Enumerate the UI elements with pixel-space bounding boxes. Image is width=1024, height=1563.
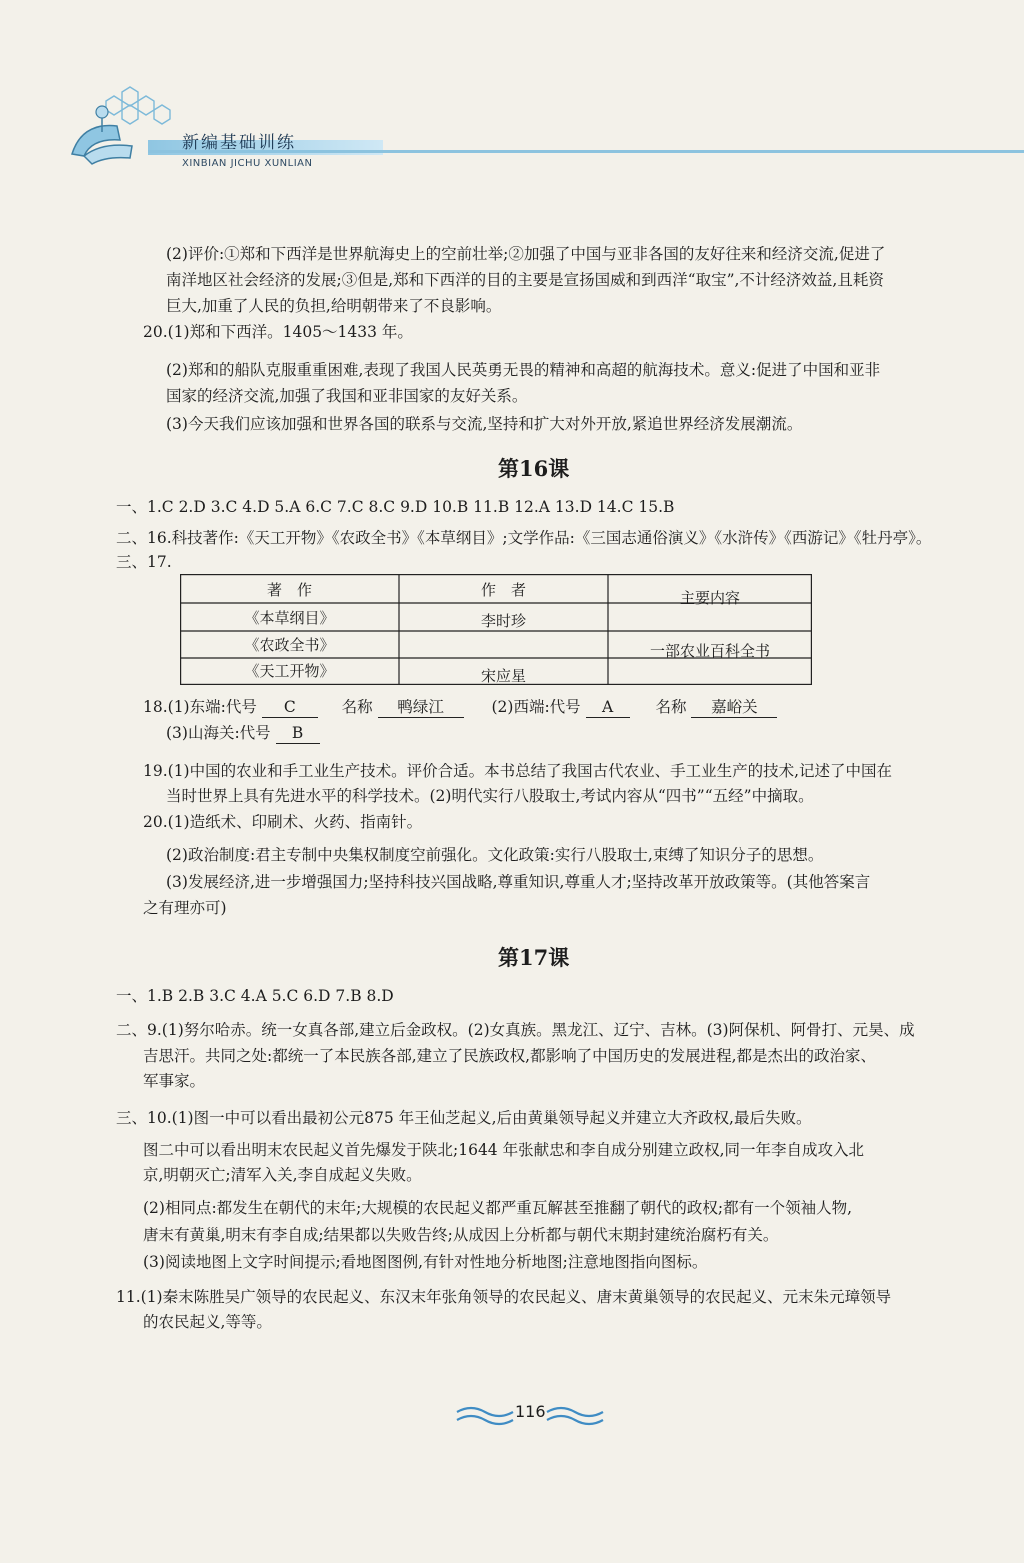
wave-ornament-right-icon xyxy=(545,1398,605,1428)
table-cell: 《天工开物》 xyxy=(244,662,335,680)
table-cell: 《本草纲目》 xyxy=(244,609,335,627)
lesson16-part2: 二、16.科技著作:《天工开物》《农政全书》《本草纲目》;文学作品:《三国志通俗演义》《水浒传》《西游记》《牡丹亭》。 xyxy=(116,529,932,547)
q20-line: 20.(1)造纸术、印刷术、火药、指南针。 xyxy=(143,813,423,831)
table-cell: 一部农业百科全书 xyxy=(649,642,770,660)
text-line: (2)郑和的船队克服重重困难,表现了我国人民英勇无畏的精神和高超的航海技术。意义:促进了中国和亚非 xyxy=(166,361,881,379)
table-cell: 宋应星 xyxy=(480,667,526,685)
q20-line: 之有理亦可) xyxy=(143,899,227,917)
lesson17-q10-line: 唐末有黄巢,明末有李自成;结果都以失败告终;从成因上分析都与朝代末期封建统治腐朽有关。 xyxy=(143,1226,779,1244)
book-logo-icon xyxy=(62,82,182,172)
text-line: 20.(1)郑和下西洋。1405～1433 年。 xyxy=(143,323,413,341)
q18-east-name: 鸭绿江 xyxy=(378,697,464,718)
q20-line: (2)政治制度:君主专制中央集权制度空前强化。文化政策:实行八股取士,束缚了知识分子的思想。 xyxy=(166,846,824,864)
q18-line1 xyxy=(143,697,777,718)
q18-west-code: A xyxy=(586,697,630,718)
works-table xyxy=(180,574,812,685)
text-line: 巨大,加重了人民的负担,给明朝带来了不良影响。 xyxy=(166,297,502,315)
lesson17-heading: 第17课 xyxy=(498,945,570,970)
lesson16-part1: 一、1.C 2.D 3.C 4.D 5.A 6.C 7.C 8.C 9.D 10.B 11.B 12.A 13.D 14.C 15.B xyxy=(116,498,675,516)
text-line: 南洋地区社会经济的发展;③但是,郑和下西洋的目的主要是宣扬国威和到西洋“取宝”,不计经济效益,且耗资 xyxy=(166,271,884,289)
lesson17-q9-line: 二、9.(1)努尔哈赤。统一女真各部,建立后金政权。(2)女真族。黑龙江、辽宁、吉林。(3)阿保机、阿骨打、元昊、成 xyxy=(116,1021,915,1039)
text-line: (3)今天我们应该加强和世界各国的联系与交流,坚持和扩大对外开放,紧追世界经济发展潮流。 xyxy=(166,415,803,433)
q19-line: 19.(1)中国的农业和手工业生产技术。评价合适。本书总结了我国古代农业、手工业生产的技术,记述了中国在 xyxy=(143,762,893,780)
lesson17-q11-line: 11.(1)秦末陈胜吴广领导的农民起义、东汉末年张角领导的农民起义、唐末黄巢领导的农民起义、元末朱元璋领导 xyxy=(116,1288,892,1306)
q18-shanhai-code: B xyxy=(276,723,320,744)
q18-east-code: C xyxy=(262,697,318,718)
lesson17-q10-line: (3)阅读地图上文字时间提示;看地图图例,有针对性地分析地图;注意地图指向图标。 xyxy=(143,1253,708,1271)
lesson17-q10-line: 三、10.(1)图一中可以看出最初公元875 年王仙芝起义,后由黄巢领导起义并建立大齐政权,最后失败。 xyxy=(116,1109,812,1127)
wave-ornament-left-icon xyxy=(455,1398,515,1428)
lesson17-q10-line: (2)相同点:都发生在朝代的末年;大规模的农民起义都严重瓦解甚至推翻了朝代的政权;都有一个领袖人物, xyxy=(143,1199,853,1217)
lesson17-q11-line: 的农民起义,等等。 xyxy=(143,1313,272,1331)
table-header-cell: 著 作 xyxy=(266,581,312,599)
q18-line2 xyxy=(166,723,320,744)
table-cell: 《农政全书》 xyxy=(244,636,335,654)
q18-west-prefix: (2)西端:代号 xyxy=(491,698,581,716)
page-header xyxy=(0,0,1024,200)
q19-line: 当时世界上具有先进水平的科学技术。(2)明代实行八股取士,考试内容从“四书”“五经”中摘取。 xyxy=(166,787,814,805)
lesson17-q9-line: 军事家。 xyxy=(143,1072,206,1090)
lesson16-part3-label: 三、17. xyxy=(116,553,172,571)
book-title: 新编基础训练 xyxy=(182,133,296,153)
text-line: (2)评价:①郑和下西洋是世界航海史上的空前壮举;②加强了中国与亚非各国的友好往来和经济交流,促进了 xyxy=(166,245,886,263)
page-number: 116 xyxy=(515,1402,546,1421)
lesson17-q10-line: 图二中可以看出明末农民起义首先爆发于陕北;1644 年张献忠和李自成分别建立政权,同一年李自成攻入北 xyxy=(143,1141,865,1159)
q18-shanhai-prefix: (3)山海关:代号 xyxy=(166,724,271,742)
q18-west-name: 嘉峪关 xyxy=(691,697,777,718)
text-line: 国家的经济交流,加强了我国和亚非国家的友好关系。 xyxy=(166,387,528,405)
lesson17-part1: 一、1.B 2.B 3.C 4.A 5.C 6.D 7.B 8.D xyxy=(116,987,394,1005)
q18-east-name-label: 名称 xyxy=(341,698,373,716)
table-header-cell: 作 者 xyxy=(480,581,526,599)
q18-east-prefix: 18.(1)东端:代号 xyxy=(143,698,257,716)
lesson17-q9-line: 吉思汗。共同之处:都统一了本民族各部,建立了民族政权,都影响了中国历史的发展进程,都是杰出的政治家、 xyxy=(143,1047,877,1065)
book-subtitle: XINBIAN JICHU XUNLIAN xyxy=(182,158,313,169)
q18-west-name-label: 名称 xyxy=(655,698,687,716)
table-cell: 李时珍 xyxy=(480,612,526,630)
lesson16-heading: 第16课 xyxy=(498,456,570,481)
q20-line: (3)发展经济,进一步增强国力;坚持科技兴国战略,尊重知识,尊重人才;坚持改革开放政策等。(其他答案言 xyxy=(166,873,871,891)
lesson17-q10-line: 京,明朝灭亡;清军入关,李自成起义失败。 xyxy=(143,1166,422,1184)
table-header-cell: 主要内容 xyxy=(679,589,740,607)
